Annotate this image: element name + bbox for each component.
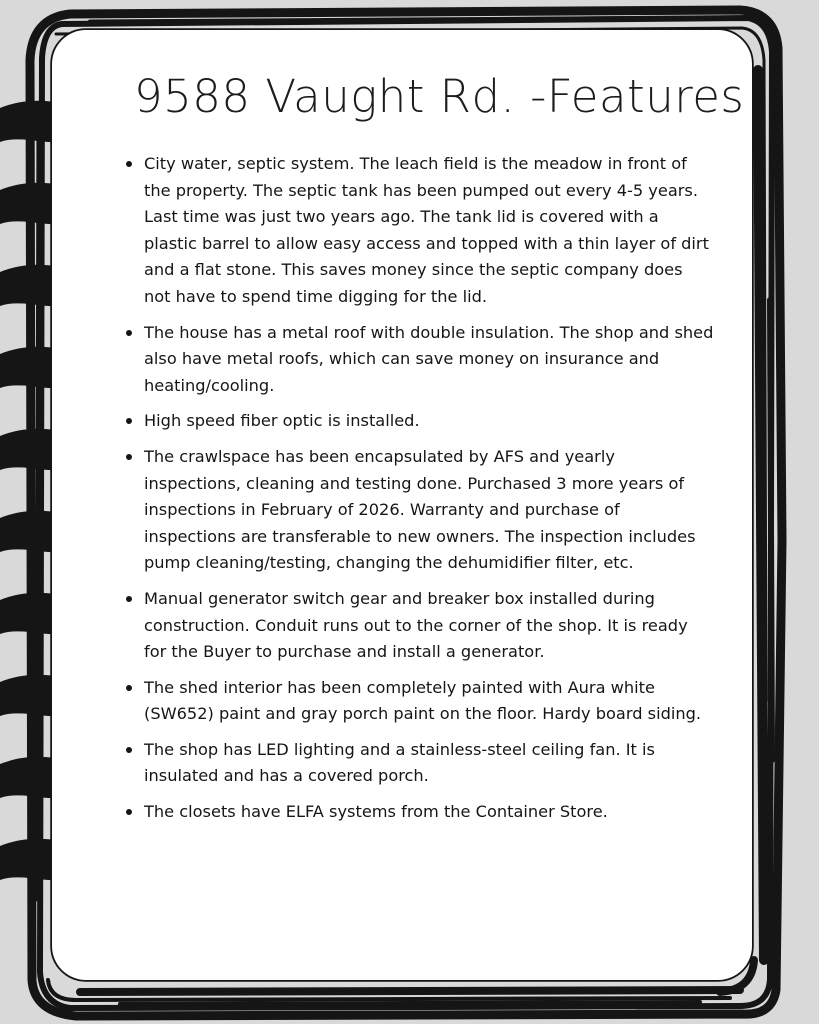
bullet-icon	[126, 330, 132, 336]
feature-text: High speed fiber optic is installed.	[144, 411, 420, 431]
feature-text: The shop has LED lighting and a stainless-steel ceiling fan. It is insulated and has a covered porch.	[144, 739, 655, 786]
list-item	[124, 444, 714, 577]
bullet-icon	[126, 596, 132, 602]
list-item	[124, 408, 714, 435]
features-list	[124, 151, 714, 835]
list-item	[124, 737, 714, 790]
feature-text: The house has a metal roof with double insulation. The shop and shed also have metal roofs, which can save money on insurance and heating/cooling.	[144, 322, 714, 395]
page-title: 9588 Vaught Rd. -Features	[134, 70, 745, 123]
bullet-icon	[126, 454, 132, 460]
bullet-icon	[126, 685, 132, 691]
list-item	[124, 675, 714, 728]
feature-text: City water, septic system. The leach field is the meadow in front of the property. The septic tank has been pumped out every 4-5 years. Last time was just two years ago. The tank lid is covered with a plastic barrel to allow easy access and topped with a thin layer of dirt and a flat stone. This saves money since the septic company does not have to spend time digging for the lid.	[144, 154, 709, 306]
feature-text: Manual generator switch gear and breaker box installed during construction. Conduit runs out to the corner of the shop. It is ready for the Buyer to purchase and install a generator.	[144, 588, 688, 662]
bullet-icon	[126, 161, 132, 167]
list-item	[124, 586, 714, 666]
list-item	[124, 151, 714, 311]
feature-text: The shed interior has been completely painted with Aura white (SW652) paint and gray porch paint on the floor. Hardy board siding.	[144, 677, 702, 724]
feature-text: The crawlspace has been encapsulated by AFS and yearly inspections, cleaning and testing done. Purchased 3 more years of inspections in February of 2026. Warranty and purchase of inspections are transferable to new owners. The inspection includes pump cleaning/testing, changing the dehumidifier filter, etc.	[144, 446, 696, 573]
list-item	[124, 320, 714, 400]
bullet-icon	[126, 747, 132, 753]
bullet-icon	[126, 809, 132, 815]
bullet-icon	[126, 418, 132, 424]
feature-text: The closets have ELFA systems from the Container Store.	[144, 802, 608, 822]
list-item	[124, 799, 714, 826]
